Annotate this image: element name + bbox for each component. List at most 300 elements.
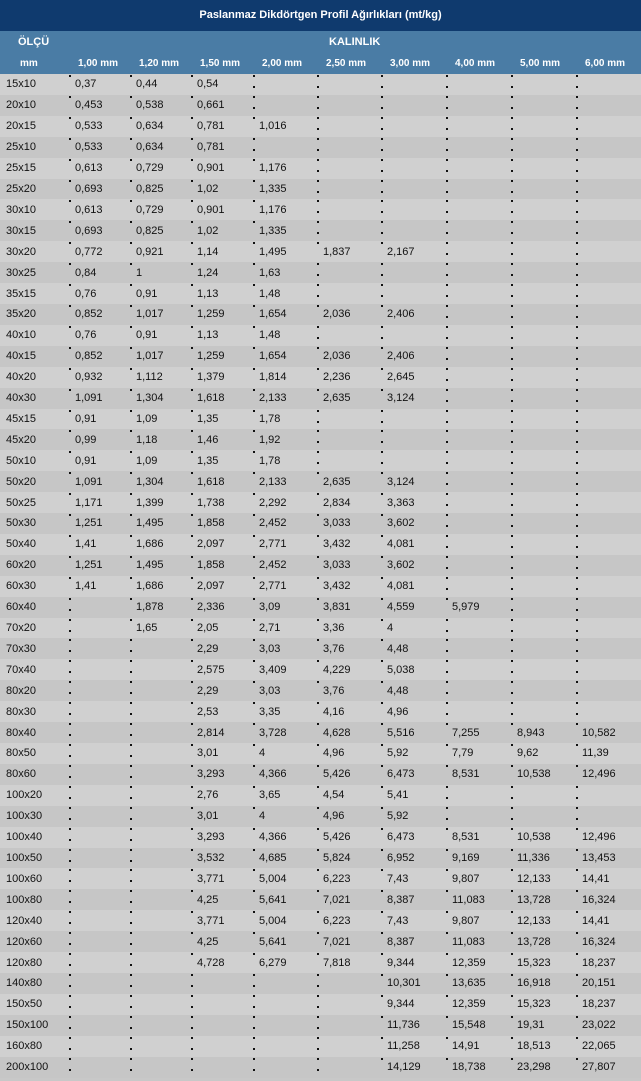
weight-cell bbox=[511, 346, 576, 367]
size-cell: 100x40 bbox=[0, 827, 69, 848]
weight-cell bbox=[576, 325, 641, 346]
table-row bbox=[0, 409, 641, 430]
weight-cell bbox=[317, 283, 381, 304]
weight-cell: 0,91 bbox=[130, 325, 191, 346]
weight-cell: 16,324 bbox=[576, 931, 641, 952]
table-row bbox=[0, 931, 641, 952]
weight-cell bbox=[191, 994, 253, 1015]
weight-cell bbox=[317, 409, 381, 430]
weight-cell: 3,76 bbox=[317, 638, 381, 659]
weight-cell: 3,35 bbox=[253, 701, 317, 722]
weight-cell bbox=[69, 1015, 130, 1036]
weight-cell: 2,76 bbox=[191, 785, 253, 806]
table-row bbox=[0, 199, 641, 220]
weight-cell bbox=[381, 429, 446, 450]
weight-cell: 23,298 bbox=[511, 1057, 576, 1078]
weight-cell: 1,335 bbox=[253, 220, 317, 241]
weight-cell: 4,48 bbox=[381, 680, 446, 701]
weight-cell: 15,323 bbox=[511, 952, 576, 973]
size-cell: 25x10 bbox=[0, 137, 69, 158]
weight-cell: 6,473 bbox=[381, 764, 446, 785]
weight-cell: 3,432 bbox=[317, 576, 381, 597]
size-cell: 160x80 bbox=[0, 1036, 69, 1057]
weight-cell: 11,083 bbox=[446, 889, 511, 910]
weight-cell: 3,771 bbox=[191, 910, 253, 931]
weight-cell bbox=[130, 722, 191, 743]
weight-cell: 1,48 bbox=[253, 325, 317, 346]
weight-cell bbox=[576, 492, 641, 513]
weight-cell: 2,29 bbox=[191, 680, 253, 701]
weight-cell: 2,771 bbox=[253, 534, 317, 555]
weight-cell bbox=[69, 848, 130, 869]
weight-cell: 0,44 bbox=[130, 74, 191, 95]
weight-cell: 3,09 bbox=[253, 597, 317, 618]
weight-cell bbox=[253, 95, 317, 116]
weight-cell bbox=[446, 346, 511, 367]
weight-cell: 3,602 bbox=[381, 555, 446, 576]
table-row bbox=[0, 952, 641, 973]
size-cell: 120x40 bbox=[0, 910, 69, 931]
weight-cell bbox=[511, 534, 576, 555]
size-cell: 40x15 bbox=[0, 346, 69, 367]
weight-cell: 1,09 bbox=[130, 409, 191, 430]
weight-cell bbox=[130, 931, 191, 952]
weight-cell: 1,858 bbox=[191, 555, 253, 576]
weight-cell: 6,952 bbox=[381, 848, 446, 869]
weight-cell: 18,237 bbox=[576, 952, 641, 973]
weight-cell bbox=[69, 827, 130, 848]
weight-cell bbox=[576, 450, 641, 471]
weight-cell: 4,559 bbox=[381, 597, 446, 618]
table-row bbox=[0, 1057, 641, 1078]
weight-cell: 2,814 bbox=[191, 722, 253, 743]
weight-cell: 0,91 bbox=[130, 283, 191, 304]
weight-cell bbox=[130, 827, 191, 848]
weight-cell bbox=[381, 262, 446, 283]
weight-cell bbox=[576, 199, 641, 220]
weight-cell bbox=[381, 220, 446, 241]
weight-cell: 0,533 bbox=[69, 137, 130, 158]
weight-cell: 0,613 bbox=[69, 199, 130, 220]
weight-cell: 2,575 bbox=[191, 659, 253, 680]
weight-cell: 1,618 bbox=[191, 388, 253, 409]
weight-cell: 11,258 bbox=[381, 1036, 446, 1057]
weight-cell: 3,76 bbox=[317, 680, 381, 701]
weight-cell bbox=[576, 618, 641, 639]
weight-cell bbox=[446, 429, 511, 450]
weight-cell bbox=[576, 304, 641, 325]
weight-cell bbox=[576, 471, 641, 492]
size-cell: 50x20 bbox=[0, 471, 69, 492]
weight-cell bbox=[511, 638, 576, 659]
weight-cell bbox=[69, 1036, 130, 1057]
weight-cell bbox=[446, 534, 511, 555]
weight-cell bbox=[69, 994, 130, 1015]
weight-cell: 14,41 bbox=[576, 910, 641, 931]
weight-cell bbox=[511, 283, 576, 304]
table-row bbox=[0, 1015, 641, 1036]
weight-cell bbox=[130, 1015, 191, 1036]
weight-cell: 8,387 bbox=[381, 931, 446, 952]
weight-cell bbox=[576, 346, 641, 367]
weight-cell: 7,021 bbox=[317, 931, 381, 952]
weight-cell: 15,548 bbox=[446, 1015, 511, 1036]
weight-cell: 3,01 bbox=[191, 743, 253, 764]
weight-cell bbox=[576, 95, 641, 116]
weight-cell bbox=[69, 722, 130, 743]
weight-cell: 1,35 bbox=[191, 409, 253, 430]
weight-cell: 0,76 bbox=[69, 283, 130, 304]
weight-cell: 1,017 bbox=[130, 304, 191, 325]
weight-cell bbox=[511, 429, 576, 450]
table-row bbox=[0, 74, 641, 95]
table-row bbox=[0, 868, 641, 889]
header-row-1 bbox=[0, 31, 641, 53]
table-row bbox=[0, 659, 641, 680]
weight-cell bbox=[511, 388, 576, 409]
weight-cell: 12,133 bbox=[511, 868, 576, 889]
table-row bbox=[0, 346, 641, 367]
weight-cell bbox=[576, 597, 641, 618]
weight-cell: 0,772 bbox=[69, 241, 130, 262]
weight-cell: 2,452 bbox=[253, 513, 317, 534]
weight-cell bbox=[130, 848, 191, 869]
size-cell: 100x30 bbox=[0, 806, 69, 827]
weight-cell bbox=[446, 576, 511, 597]
weight-cell bbox=[130, 868, 191, 889]
weight-cell bbox=[317, 1057, 381, 1078]
weight-cell bbox=[446, 304, 511, 325]
size-cell: 150x50 bbox=[0, 994, 69, 1015]
weight-cell bbox=[317, 137, 381, 158]
weight-cell bbox=[446, 806, 511, 827]
weight-cell bbox=[317, 74, 381, 95]
table-row bbox=[0, 241, 641, 262]
weight-cell bbox=[381, 283, 446, 304]
weight-cell: 13,453 bbox=[576, 848, 641, 869]
weight-cell: 16,918 bbox=[511, 973, 576, 994]
table-row bbox=[0, 994, 641, 1015]
weight-cell: 6,223 bbox=[317, 868, 381, 889]
size-cell: 80x50 bbox=[0, 743, 69, 764]
weight-cell bbox=[69, 868, 130, 889]
weight-cell: 10,538 bbox=[511, 764, 576, 785]
weight-cell: 0,781 bbox=[191, 116, 253, 137]
weight-cell: 0,533 bbox=[69, 116, 130, 137]
size-cell: 20x10 bbox=[0, 95, 69, 116]
weight-cell bbox=[446, 325, 511, 346]
weight-cell bbox=[69, 638, 130, 659]
weight-cell: 6,223 bbox=[317, 910, 381, 931]
size-cell: 60x30 bbox=[0, 576, 69, 597]
weight-cell: 1,78 bbox=[253, 409, 317, 430]
weight-cell bbox=[446, 471, 511, 492]
weight-cell bbox=[69, 785, 130, 806]
size-cell: 80x40 bbox=[0, 722, 69, 743]
weight-cell: 1,495 bbox=[130, 555, 191, 576]
weight-cell: 12,496 bbox=[576, 827, 641, 848]
weight-cell bbox=[317, 1036, 381, 1057]
weight-cell: 3,771 bbox=[191, 868, 253, 889]
weight-cell bbox=[69, 889, 130, 910]
col-header: 5,00 mm bbox=[520, 58, 561, 69]
weight-cell bbox=[130, 889, 191, 910]
weight-cell: 0,99 bbox=[69, 429, 130, 450]
weight-cell: 1,304 bbox=[130, 388, 191, 409]
weight-cell bbox=[317, 158, 381, 179]
weight-cell bbox=[446, 680, 511, 701]
weight-cell: 1,878 bbox=[130, 597, 191, 618]
size-cell: 50x40 bbox=[0, 534, 69, 555]
weight-cell: 4,628 bbox=[317, 722, 381, 743]
weight-cell: 2,133 bbox=[253, 471, 317, 492]
weight-cell: 1,78 bbox=[253, 450, 317, 471]
weight-cell: 4,685 bbox=[253, 848, 317, 869]
size-cell: 30x25 bbox=[0, 262, 69, 283]
size-cell: 30x10 bbox=[0, 199, 69, 220]
weight-cell: 5,41 bbox=[381, 785, 446, 806]
table-row bbox=[0, 450, 641, 471]
weight-cell bbox=[446, 659, 511, 680]
table-row bbox=[0, 534, 641, 555]
weight-cell bbox=[69, 952, 130, 973]
weight-cell: 1,495 bbox=[130, 513, 191, 534]
weight-cell: 20,151 bbox=[576, 973, 641, 994]
weight-cell bbox=[253, 1057, 317, 1078]
table-row bbox=[0, 576, 641, 597]
table-row bbox=[0, 827, 641, 848]
size-cell: 25x15 bbox=[0, 158, 69, 179]
weight-cell bbox=[191, 1036, 253, 1057]
weight-cell: 9,344 bbox=[381, 952, 446, 973]
weight-cell: 3,65 bbox=[253, 785, 317, 806]
weight-cell bbox=[576, 262, 641, 283]
size-cell: 60x40 bbox=[0, 597, 69, 618]
size-cell: 45x20 bbox=[0, 429, 69, 450]
weight-cell: 0,852 bbox=[69, 304, 130, 325]
weight-cell bbox=[446, 199, 511, 220]
weight-cell bbox=[69, 910, 130, 931]
table-row bbox=[0, 179, 641, 200]
weight-cell bbox=[130, 1036, 191, 1057]
weight-cell: 3,293 bbox=[191, 764, 253, 785]
weight-cell: 1,35 bbox=[191, 450, 253, 471]
weight-cell: 1,24 bbox=[191, 262, 253, 283]
size-cell: 200x100 bbox=[0, 1057, 69, 1078]
col-header: 1,00 mm bbox=[78, 58, 119, 69]
weight-cell: 1,686 bbox=[130, 534, 191, 555]
weight-cell: 1,02 bbox=[191, 220, 253, 241]
table-row bbox=[0, 262, 641, 283]
weight-cell: 5,641 bbox=[253, 889, 317, 910]
weight-cell bbox=[576, 576, 641, 597]
weight-cell bbox=[446, 74, 511, 95]
weight-cell: 4,366 bbox=[253, 827, 317, 848]
weight-cell: 7,79 bbox=[446, 743, 511, 764]
weight-cell: 5,004 bbox=[253, 910, 317, 931]
weight-cell: 8,531 bbox=[446, 827, 511, 848]
weight-cell: 3,602 bbox=[381, 513, 446, 534]
table-row bbox=[0, 429, 641, 450]
weight-cell: 1,738 bbox=[191, 492, 253, 513]
weight-cell: 1,171 bbox=[69, 492, 130, 513]
weight-cell bbox=[511, 304, 576, 325]
weight-cell: 5,824 bbox=[317, 848, 381, 869]
weight-cell: 10,582 bbox=[576, 722, 641, 743]
size-cell: 15x10 bbox=[0, 74, 69, 95]
weight-cell: 1,251 bbox=[69, 555, 130, 576]
table-row bbox=[0, 95, 641, 116]
table-row bbox=[0, 618, 641, 639]
weight-cell: 1,495 bbox=[253, 241, 317, 262]
weight-cell: 2,097 bbox=[191, 534, 253, 555]
table-row bbox=[0, 973, 641, 994]
size-cell: 30x20 bbox=[0, 241, 69, 262]
weight-cell: 1,654 bbox=[253, 346, 317, 367]
weight-cell bbox=[511, 179, 576, 200]
weight-cell: 1,18 bbox=[130, 429, 191, 450]
weight-cell: 11,39 bbox=[576, 743, 641, 764]
size-cell: 70x30 bbox=[0, 638, 69, 659]
weight-cell bbox=[191, 1015, 253, 1036]
weight-cell bbox=[69, 680, 130, 701]
size-cell: 35x15 bbox=[0, 283, 69, 304]
weight-cell: 1,46 bbox=[191, 429, 253, 450]
weight-cell bbox=[317, 325, 381, 346]
weight-cell bbox=[253, 1036, 317, 1057]
weight-cell: 1,091 bbox=[69, 471, 130, 492]
weight-cell bbox=[446, 555, 511, 576]
weight-cell: 9,169 bbox=[446, 848, 511, 869]
size-cell: 50x30 bbox=[0, 513, 69, 534]
weight-cell bbox=[576, 283, 641, 304]
weight-cell bbox=[130, 994, 191, 1015]
weight-cell: 0,825 bbox=[130, 179, 191, 200]
table-row bbox=[0, 388, 641, 409]
weight-cell: 3,432 bbox=[317, 534, 381, 555]
weight-cell: 10,301 bbox=[381, 973, 446, 994]
table-title: Paslanmaz Dikdörtgen Profil Ağırlıkları (mt/kg) bbox=[0, 0, 641, 31]
table-row bbox=[0, 764, 641, 785]
weight-cell: 3,831 bbox=[317, 597, 381, 618]
weight-cell: 1,017 bbox=[130, 346, 191, 367]
weight-cell bbox=[446, 137, 511, 158]
weight-cell bbox=[317, 429, 381, 450]
weight-cell bbox=[317, 116, 381, 137]
weight-cell bbox=[511, 199, 576, 220]
weight-cell bbox=[446, 262, 511, 283]
weight-cell: 9,807 bbox=[446, 910, 511, 931]
weight-cell bbox=[511, 158, 576, 179]
size-cell: 100x50 bbox=[0, 848, 69, 869]
weight-cell: 0,921 bbox=[130, 241, 191, 262]
weight-cell bbox=[446, 95, 511, 116]
weight-cell bbox=[317, 450, 381, 471]
weight-cell bbox=[576, 785, 641, 806]
weight-cell: 11,736 bbox=[381, 1015, 446, 1036]
weight-cell: 2,167 bbox=[381, 241, 446, 262]
weight-cell: 2,05 bbox=[191, 618, 253, 639]
weight-cell bbox=[317, 95, 381, 116]
weight-cell: 2,29 bbox=[191, 638, 253, 659]
weight-cell bbox=[317, 973, 381, 994]
weight-cell: 1,399 bbox=[130, 492, 191, 513]
weight-cell: 5,979 bbox=[446, 597, 511, 618]
weight-cell: 2,834 bbox=[317, 492, 381, 513]
weight-cell: 18,738 bbox=[446, 1057, 511, 1078]
weight-cell: 1,858 bbox=[191, 513, 253, 534]
table-row bbox=[0, 701, 641, 722]
weight-cell bbox=[511, 74, 576, 95]
weight-cell bbox=[317, 179, 381, 200]
weight-cell: 2,097 bbox=[191, 576, 253, 597]
weight-cell: 4,229 bbox=[317, 659, 381, 680]
weight-cell: 0,661 bbox=[191, 95, 253, 116]
weight-cell: 3,01 bbox=[191, 806, 253, 827]
weight-cell bbox=[130, 680, 191, 701]
weight-cell: 15,323 bbox=[511, 994, 576, 1015]
weight-cell bbox=[69, 597, 130, 618]
weight-cell: 1,14 bbox=[191, 241, 253, 262]
size-cell: 25x20 bbox=[0, 179, 69, 200]
weight-cell: 4,25 bbox=[191, 889, 253, 910]
weight-cell bbox=[576, 74, 641, 95]
weight-cell bbox=[511, 95, 576, 116]
weight-cell bbox=[446, 513, 511, 534]
weight-cell bbox=[511, 367, 576, 388]
table-row bbox=[0, 785, 641, 806]
weight-cell bbox=[381, 74, 446, 95]
table-row bbox=[0, 597, 641, 618]
weight-cell: 1,814 bbox=[253, 367, 317, 388]
weight-cell: 1,176 bbox=[253, 158, 317, 179]
col-header: 2,50 mm bbox=[326, 58, 367, 69]
weight-cell: 8,387 bbox=[381, 889, 446, 910]
col-header: 1,50 mm bbox=[200, 58, 241, 69]
table-row bbox=[0, 743, 641, 764]
header-row-2 bbox=[0, 53, 641, 74]
weight-cell bbox=[130, 764, 191, 785]
table-row bbox=[0, 492, 641, 513]
weight-cell: 4 bbox=[253, 743, 317, 764]
weight-cell: 2,452 bbox=[253, 555, 317, 576]
weight-cell: 1,09 bbox=[130, 450, 191, 471]
weight-cell: 3,033 bbox=[317, 513, 381, 534]
weight-cell bbox=[576, 429, 641, 450]
weight-cell: 1,259 bbox=[191, 304, 253, 325]
weight-cell: 4,081 bbox=[381, 534, 446, 555]
weight-cell bbox=[511, 116, 576, 137]
weight-cell: 5,516 bbox=[381, 722, 446, 743]
table-row bbox=[0, 806, 641, 827]
size-cell: 35x20 bbox=[0, 304, 69, 325]
weight-cell: 0,54 bbox=[191, 74, 253, 95]
weight-cell bbox=[69, 806, 130, 827]
weight-cell: 1,13 bbox=[191, 283, 253, 304]
weight-cell: 4,366 bbox=[253, 764, 317, 785]
weight-cell bbox=[511, 492, 576, 513]
weight-cell: 1,016 bbox=[253, 116, 317, 137]
weight-cell bbox=[576, 806, 641, 827]
size-cell: 100x20 bbox=[0, 785, 69, 806]
weight-cell: 1,92 bbox=[253, 429, 317, 450]
table-row bbox=[0, 471, 641, 492]
weight-cell bbox=[381, 137, 446, 158]
weight-cell bbox=[130, 659, 191, 680]
weight-cell bbox=[253, 1015, 317, 1036]
weight-cell: 4 bbox=[253, 806, 317, 827]
weight-cell bbox=[511, 409, 576, 430]
